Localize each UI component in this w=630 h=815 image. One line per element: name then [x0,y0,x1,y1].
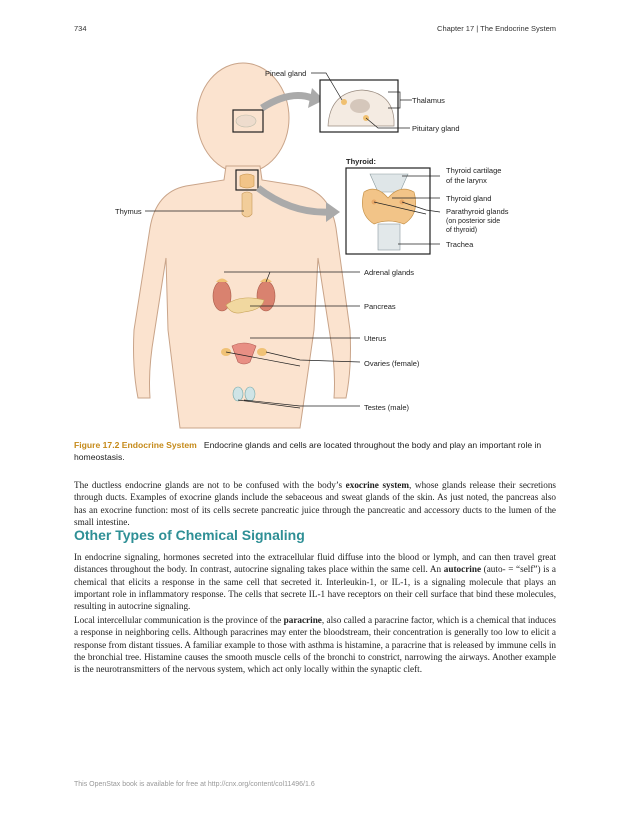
para1-text-a: The ductless endocrine glands are not to be confused with the body’s [74,480,346,490]
figure-caption-text: Endocrine glands and cells are located throughout the body and play an important role in homeostasis. [74,440,542,462]
label-thymus: Thymus [115,207,142,216]
label-uterus: Uterus [364,334,387,343]
label-parathyroid-2: (on posterior side [446,218,501,225]
label-thyroid-cartilage-1: Thyroid cartilage [446,166,502,175]
figure-caption [74,439,556,463]
chapter-header: Chapter 17 | The Endocrine System [437,24,556,33]
label-thalamus: Thalamus [412,96,445,105]
page-number: 734 [74,24,87,33]
footer-note: This OpenStax book is available for free at http://cnx.org/content/col11496/1.6 [74,781,315,788]
figure-caption-label: Figure 17.2 Endocrine System [74,440,197,450]
label-thyroid-gland: Thyroid gland [446,194,492,203]
para2-text-a: In endocrine signaling, hormones secreted into the extracellular fluid diffuse into the blood or lymph, and can then travel great distances throughout the body. In contrast, autocrine signaling takes place within the same cell. An [74,552,556,575]
label-adrenal-glands: Adrenal glands [364,268,415,277]
label-pineal-gland: Pineal gland [265,69,307,78]
term-autocrine: autocrine [443,564,482,575]
label-trachea: Trachea [446,240,474,249]
paragraph-paracrine [74,614,556,675]
paragraph-autocrine [74,551,556,612]
para3-text-c: , also called a paracrine factor, which is a chemical that induces a response in neighboring cells. Although paracrines may enter the bloodstream, their concentration is generally too low to elicit a response from distant tissues. A familiar example to those with asthma is histamine, a paracrine that is released by immune cells in the bronchial tree. Histamine causes the smooth muscle cells of the bronchi to constrict, narrowing the airways. Another example is the neurotransmitters of the nervous system, which act only locally within the synaptic cleft. [74,615,556,675]
label-thyroid-cartilage-2: of the larynx [446,176,487,185]
section-heading: Other Types of Chemical Signaling [74,527,305,543]
thyroid-inset-title: Thyroid: [346,157,376,166]
label-parathyroid-3: of thyroid) [446,227,478,234]
term-exocrine-system: exocrine system [345,480,409,490]
label-testes: Testes (male) [364,403,410,412]
label-ovaries: Ovaries (female) [364,359,420,368]
term-paracrine: paracrine [283,615,322,625]
para1-text-c: , whose glands release their secretions through ducts. Examples of exocrine glands include the sebaceous and sweat glands of the skin. As just noted, the pancreas also has an exocrine function: most of its cells secrete pancreatic juice through the pancreatic and accessory ducts to the lumen of the small intestine. [74,480,556,527]
label-parathyroid-1: Parathyroid glands [446,207,509,216]
para3-text-a: Local intercellular communication is the province of the [74,615,284,625]
label-pancreas: Pancreas [364,302,396,311]
label-pituitary-gland: Pituitary gland [412,124,460,133]
paragraph-exocrine [74,479,556,528]
para2-text-c: (auto- = “self”) is a chemical that elicits a response in the same cell that secreted it. Interleukin-1, or IL-1, is a signaling molecule that plays an important role in inflammatory response. The cells that secrete IL-1 have receptors on their cell surface that bind these molecules, resulting in autocrine signaling. [74,564,556,612]
